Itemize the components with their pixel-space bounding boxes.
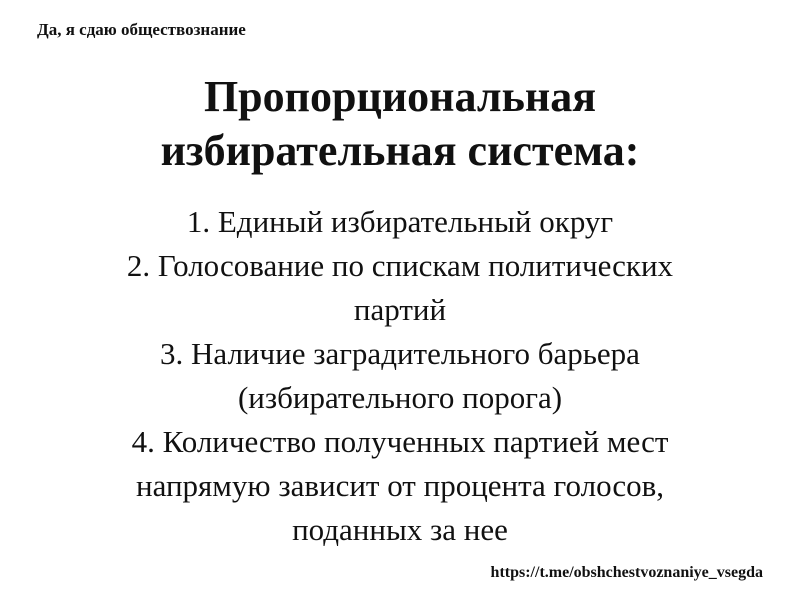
list-item-3	[0, 332, 800, 420]
header-label: Да, я сдаю обществознание	[37, 20, 246, 39]
list-item-3-line-1: 3. Наличие заградительного барьера	[160, 336, 640, 371]
list-item-1	[0, 200, 800, 244]
list-item-4-line-3: поданных за нее	[292, 512, 508, 547]
list-item-2	[0, 244, 800, 332]
list-item-4-line-1: 4. Количество полученных партией мест	[131, 424, 669, 459]
list-item-4	[0, 420, 800, 552]
list-item-1-line-1: 1. Единый избирательный округ	[186, 204, 614, 239]
list-item-3-line-2: (избирательного порога)	[237, 380, 563, 415]
footer-link[interactable]: https://t.me/obshchestvoznaniye_vsegda	[490, 564, 763, 581]
list-item-2-line-1: 2. Голосование по спискам политических	[126, 248, 674, 283]
list-item-4-line-2: напрямую зависит от процента голосов,	[136, 468, 664, 503]
title-line-1: Пропорциональная	[203, 72, 597, 121]
page-title	[0, 70, 800, 178]
list-item-2-line-2: партий	[353, 292, 447, 327]
features-list	[0, 200, 800, 552]
title-line-2: избирательная система:	[160, 126, 640, 175]
